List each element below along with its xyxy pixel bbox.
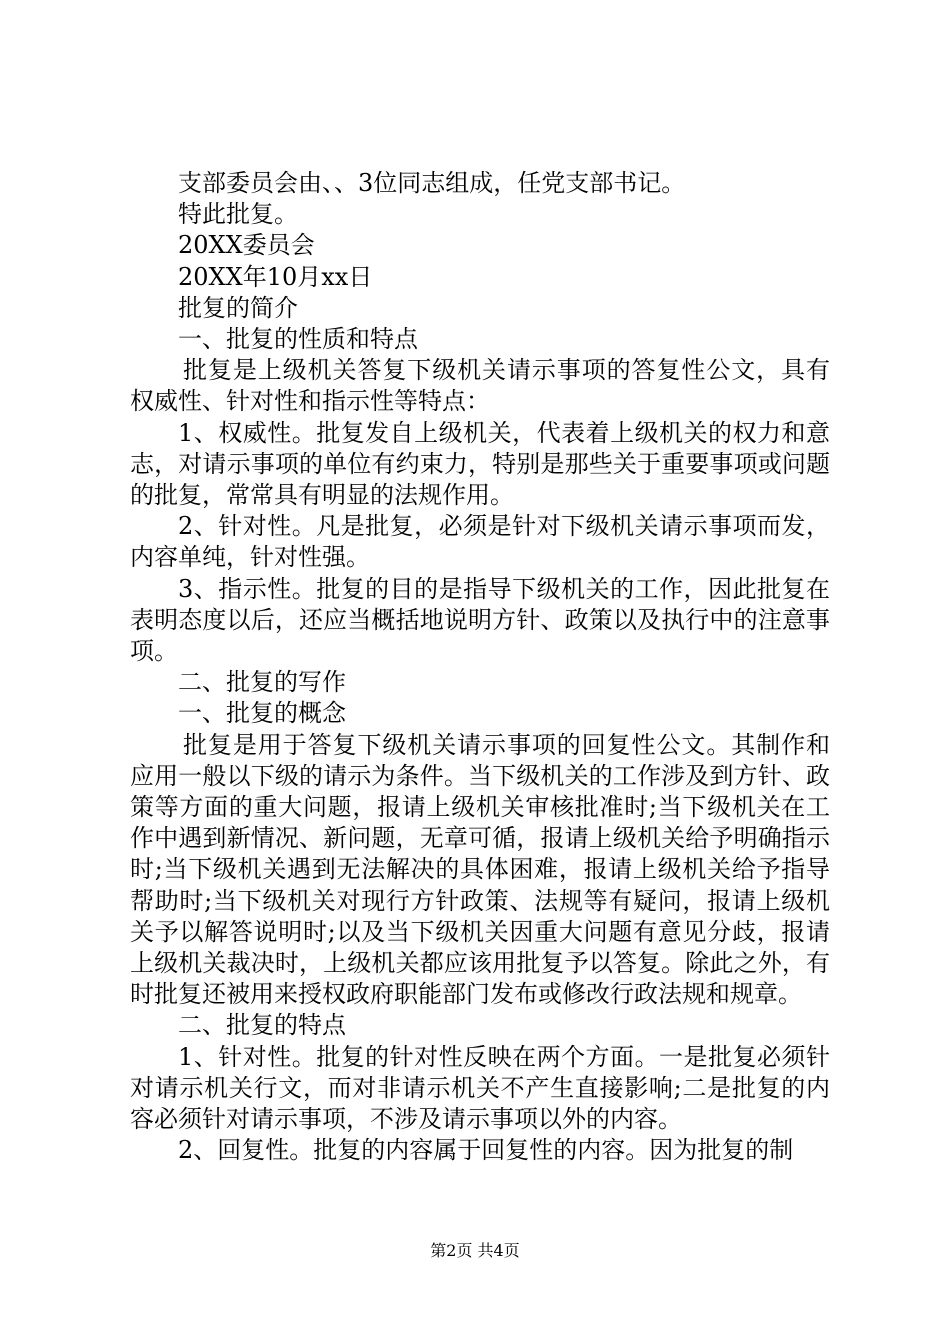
section-title-intro: 批复的简介 xyxy=(178,293,298,322)
paragraph-authority: 1、权威性。批复发自上级机关，代表着上级机关的权力和意志，对请示事项的单位有约束力，特别是那些关于重要事项或问题的批复，常常具有明显的法规作用。 xyxy=(130,418,830,510)
paragraph-concept: 批复是用于答复下级机关请示事项的回复性公文。其制作和应用一般以下级的请示为条件。当下级机关的工作涉及到方针、政策等方面的重大问题，报请上级机关审核批准时;当下级机关在工作中遇到新情况、新问题，无章可循，报请上级机关给予明确指示时;当下级机关遇到无法解决的具体困难，报请上级机关给予指导帮助时;当下级机关对现行方针政策、法规等有疑问，报请上级机关予以解答说明时;以及当下级机关因重大问题有意见分歧，报请上级机关裁决时，上级机关都应该用批复予以答复。除此之外，有时批复还被用来授权政府职能部门发布或修改行政法规和规章。 xyxy=(130,730,830,1009)
signature-date: 20XX年10月xx日 xyxy=(178,262,373,291)
heading-nature-and-features: 一、批复的性质和特点 xyxy=(178,325,418,354)
paragraph-definition: 批复是上级机关答复下级机关请示事项的答复性公文，具有权威性、针对性和指示性等特点： xyxy=(130,356,830,416)
document-body xyxy=(130,168,830,1167)
signature-committee: 20XX委员会 xyxy=(178,231,315,260)
paragraph-closing-phrase: 特此批复。 xyxy=(178,200,298,229)
heading-concept: 一、批复的概念 xyxy=(178,699,346,728)
heading-features: 二、批复的特点 xyxy=(178,1011,346,1040)
paragraph-committee-members: 支部委员会由、、3位同志组成，任党支部书记。 xyxy=(178,169,686,197)
paragraph-feature-pertinence: 1、针对性。批复的针对性反映在两个方面。一是批复必须针对请示机关行文，而对非请示机关不产生直接影响;二是批复的内容必须针对请示事项，不涉及请示事项以外的内容。 xyxy=(130,1042,830,1134)
heading-writing: 二、批复的写作 xyxy=(178,668,346,697)
paragraph-feature-reply: 2、回复性。批复的内容属于回复性的内容。因为批复的制 xyxy=(178,1136,794,1165)
paragraph-instructive: 3、指示性。批复的目的是指导下级机关的工作，因此批复在表明态度以后，还应当概括地说明方针、政策以及执行中的注意事项。 xyxy=(130,574,830,666)
paragraph-pertinence: 2、针对性。凡是批复，必须是针对下级机关请示事项而发，内容单纯，针对性强。 xyxy=(130,512,830,572)
page-number-footer: 第2页 共4页 xyxy=(430,1241,520,1260)
